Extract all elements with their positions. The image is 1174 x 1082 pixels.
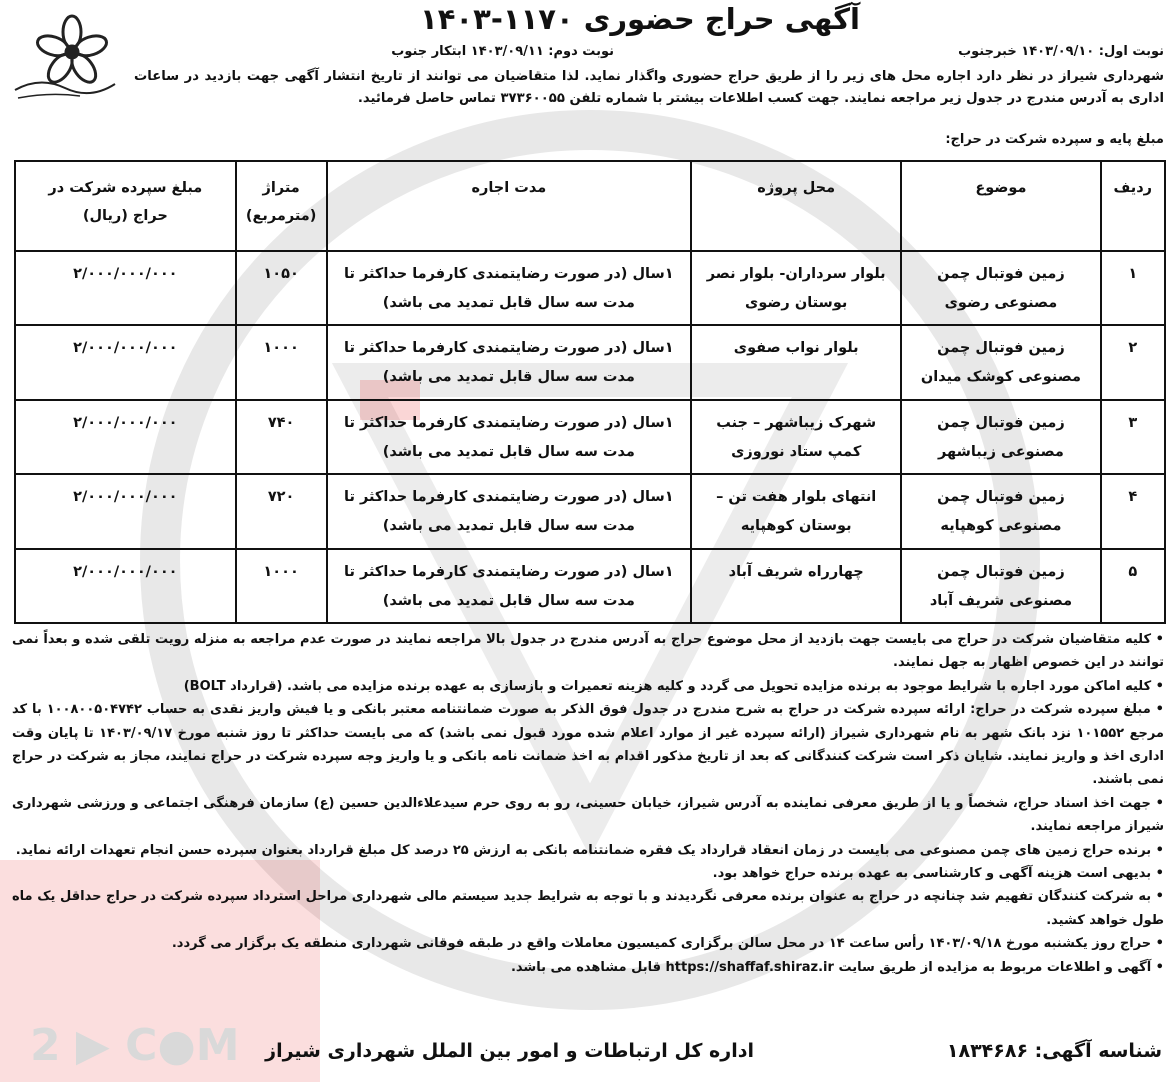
cell-location: بلوار سرداران- بلوار نصر بوستان رضوی — [691, 251, 901, 325]
note-item: • حراج روز یکشنبه مورخ ۱۴۰۳/۰۹/۱۸ رأس ساعت ۱۴ در محل سالن برگزاری کمیسیون معاملات واقع در طبقه فوقانی شهرداری منطقه یک برگزار می گردد. — [171, 936, 1164, 952]
intro-paragraph: شهرداری شیراز در نظر دارد اجاره محل های زیر را از طریق حراج حضوری واگذار نماید. لذا متقاضیان می توانند از تاریخ انتشار آگهی جهت بازدید در ساعات اداری به آدرس مندرج در جدول زیر مراجعه نمایند. جهت کسب اطلاعات بیشتر با شماره تلفن ۳۷۳۶۰۰۵۵ تماس حاصل فرمائید. — [134, 69, 1164, 106]
cell-deposit: ۲/۰۰۰/۰۰۰/۰۰۰ — [15, 549, 236, 623]
cell-area: ۱۰۵۰ — [236, 251, 327, 325]
table-row — [15, 474, 1165, 548]
cell-duration: ۱سال (در صورت رضایتمندی کارفرما حداکثر تا مدت سه سال قابل تمدید می باشد) — [327, 549, 692, 623]
shiraz-municipality-logo-icon — [10, 10, 120, 105]
cell-duration: ۱سال (در صورت رضایتمندی کارفرما حداکثر تا مدت سه سال قابل تمدید می باشد) — [327, 251, 692, 325]
cell-subject: زمین فوتبال چمن مصنوعی کوشک میدان — [901, 325, 1100, 399]
cell-deposit: ۲/۰۰۰/۰۰۰/۰۰۰ — [15, 474, 236, 548]
notice-id: شناسه آگهی: ۱۸۳۴۶۸۶ — [946, 1040, 1162, 1062]
cell-subject: زمین فوتبال چمن مصنوعی زیباشهر — [901, 400, 1100, 474]
note-item: • برنده حراج زمین های چمن مصنوعی می بایست در زمان انعقاد قرارداد یک فقره ضمانتنامه بانکی به ارزش ۲۵ درصد کل مبلغ قرارداد بعنوان سپرده حسن انجام تعهدات ارائه نماید. — [15, 842, 1164, 858]
cell-radif: ۱ — [1101, 251, 1165, 325]
cell-subject: زمین فوتبال چمن مصنوعی رضوی — [901, 251, 1100, 325]
cell-deposit: ۲/۰۰۰/۰۰۰/۰۰۰ — [15, 251, 236, 325]
note-item: • جهت اخذ اسناد حراج، شخصاً و یا از طریق معرفی نماینده به آدرس شیراز، خیابان حسینی، رو به روی حرم سیدعلاءالدین حسین (ع) سازمان فرهنگی اجتماعی و ورزشی شهرداری شیراز مراجعه نمایند. — [12, 795, 1164, 835]
watermark-text: 2 ▶ C●M — [30, 1020, 240, 1071]
cell-duration: ۱سال (در صورت رضایتمندی کارفرما حداکثر تا مدت سه سال قابل تمدید می باشد) — [327, 400, 692, 474]
table-row — [15, 549, 1165, 623]
cell-location: چهارراه شریف آباد — [691, 549, 901, 623]
note-item: • مبلغ سپرده شرکت در حراج: ارائه سپرده شرکت در حراج به شرح مندرج در جدول فوق الذکر به صورت ضمانتنامه معتبر بانکی و یا فیش واریز نقدی به حساب ۱۰۰۸۰۰۵۰۴۷۴۲ با کد مرجع ۱۰۱۵۵۲ نزد بانک شهر به نام شهرداری شیراز (ارائه سپرده غیر از موارد اعلام شده مورد قبول نمی باشد) که می بایست حداکثر تا روز شنبه مورخ ۱۴۰۳/۰۹/۱۷ تا پایان وقت اداری اخذ و واریز نمایند. شایان ذکر است شرکت کنندگانی که بعد از تاریخ مذکور اقدام به اخذ ضمانت نامه بانکی و یا واریز وجه سپرده شرکت در حراج نمایند، مجاز به شرکت در حراج نمی باشند. — [12, 702, 1164, 788]
header-subject: موضوع — [901, 161, 1100, 251]
notes-list — [12, 628, 1164, 979]
issuing-organization: اداره کل ارتباطات و امور بین الملل شهرداری شیراز — [265, 1040, 754, 1062]
cell-area: ۷۴۰ — [236, 400, 327, 474]
cell-deposit: ۲/۰۰۰/۰۰۰/۰۰۰ — [15, 325, 236, 399]
cell-location: انتهای بلوار هفت تن – بوستان کوهپایه — [691, 474, 901, 548]
table-row — [15, 251, 1165, 325]
note-item: • به شرکت کنندگان تفهیم شد چنانچه در حراج به عنوان برنده معرفی نگردیدند و با توجه به شرایط جدید سیستم مالی شهرداری مراحل استرداد سپرده شرکت در حراج حداقل یک ماه طول خواهد کشید. — [12, 889, 1164, 928]
table-row — [15, 325, 1165, 399]
header-location: محل پروژه — [691, 161, 901, 251]
cell-deposit: ۲/۰۰۰/۰۰۰/۰۰۰ — [15, 400, 236, 474]
cell-area: ۱۰۰۰ — [236, 549, 327, 623]
note-item: • کلیه متقاضیان شرکت در حراج می بایست جهت بازدید از محل موضوع حراج به آدرس مندرج در جدول بالا مراجعه نمایند در صورت عدم مراجعه به منزله رویت تلقی شده و بعداً نمی توانند در این خصوص اظهار به جهل نمایند. — [12, 632, 1164, 671]
cell-radif: ۴ — [1101, 474, 1165, 548]
auction-table — [14, 160, 1166, 624]
deposit-heading: مبلغ پایه و سپرده شرکت در حراج: — [945, 132, 1164, 147]
cell-area: ۱۰۰۰ — [236, 325, 327, 399]
table-header-row — [15, 161, 1165, 251]
note-item: • بدیهی است هزینه آگهی و کارشناسی به عهده برنده حراج خواهد بود. — [712, 866, 1164, 882]
notice-title: آگهی حراج حضوری ۱۱۷۰-۱۴۰۳ — [420, 2, 860, 36]
cell-duration: ۱سال (در صورت رضایتمندی کارفرما حداکثر تا مدت سه سال قابل تمدید می باشد) — [327, 325, 692, 399]
cell-radif: ۳ — [1101, 400, 1165, 474]
note-item-website[interactable]: • آگهی و اطلاعات مربوط به مزایده از طریق سایت https://shaffaf.shiraz.ir قابل مشاهده می باشد. — [510, 959, 1164, 975]
cell-location: شهرک زیباشهر – جنب کمپ ستاد نوروزی — [691, 400, 901, 474]
first-publication: نوبت اول: ۱۴۰۳/۰۹/۱۰ خبرجنوب — [958, 44, 1164, 59]
header-area: متراژ (مترمربع) — [236, 161, 327, 251]
header-radif: ردیف — [1101, 161, 1165, 251]
cell-location: بلوار نواب صفوی — [691, 325, 901, 399]
header-deposit: مبلغ سپرده شرکت در حراج (ریال) — [15, 161, 236, 251]
table-row — [15, 400, 1165, 474]
cell-subject: زمین فوتبال چمن مصنوعی کوهپایه — [901, 474, 1100, 548]
cell-radif: ۵ — [1101, 549, 1165, 623]
second-publication: نوبت دوم: ۱۴۰۳/۰۹/۱۱ ابتکار جنوب — [391, 44, 614, 59]
cell-subject: زمین فوتبال چمن مصنوعی شریف آباد — [901, 549, 1100, 623]
note-item: • کلیه اماکن مورد اجاره با شرایط موجود به برنده مزایده تحویل می گردد و کلیه هزینه تعمیرات و بازسازی به عهده برنده مزایده می باشد. (قرارداد BOLT) — [183, 678, 1164, 694]
header-duration: مدت اجاره — [327, 161, 692, 251]
cell-radif: ۲ — [1101, 325, 1165, 399]
cell-area: ۷۲۰ — [236, 474, 327, 548]
cell-duration: ۱سال (در صورت رضایتمندی کارفرما حداکثر تا مدت سه سال قابل تمدید می باشد) — [327, 474, 692, 548]
